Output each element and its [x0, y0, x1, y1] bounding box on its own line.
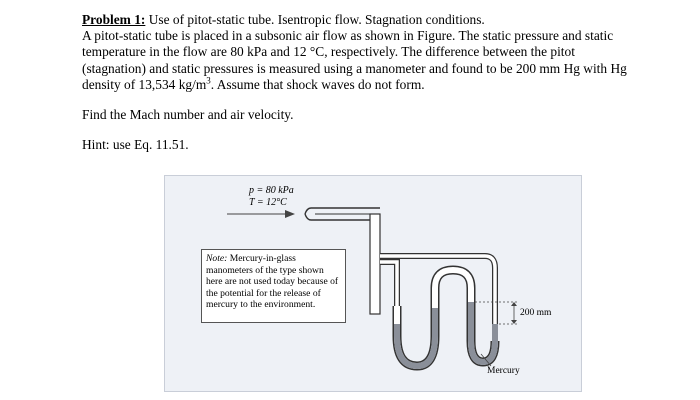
note-label: Note:	[206, 253, 228, 264]
task-text: Find the Mach number and air velocity.	[82, 107, 294, 123]
note-text: Mercury-in-glass manometers of the type shown here are not used today because of the potential for the release of mercury to the environment.	[206, 253, 339, 311]
problem-subtitle: Use of pitot-static tube. Isentropic flow. Stagnation conditions.	[145, 12, 485, 27]
temperature-label: T = 12°C	[249, 197, 287, 208]
pressure-label: p = 80 kPa	[249, 185, 294, 196]
problem-body-end: . Assume that shock waves do not form.	[210, 76, 425, 92]
problem-body: A pitot-static tube is placed in a subsonic air flow as shown in Figure. The static pressure and static temperature in the flow are 80 kPa and 12 °C, respectively. The difference between the pitot (stagnation) and static pressures is measured using a manometer and found to be 200 mm Hg with Hg density of 13,534 kg/m	[82, 28, 627, 92]
note-box	[201, 249, 346, 323]
problem-paragraph	[82, 12, 642, 93]
dimension-label: 200 mm	[520, 308, 552, 318]
unit-exponent: 3	[206, 75, 211, 86]
mercury-left	[397, 308, 435, 366]
flow-arrow-head	[285, 210, 295, 218]
hint-text: Hint: use Eq. 11.51.	[82, 137, 189, 153]
tube-stem	[370, 214, 380, 314]
manometer-tube	[397, 270, 495, 366]
problem-heading: Problem 1:	[82, 12, 146, 27]
pitot-tube-figure	[164, 175, 582, 392]
mercury-label: Mercury	[487, 366, 520, 376]
problem-statement	[82, 12, 642, 153]
